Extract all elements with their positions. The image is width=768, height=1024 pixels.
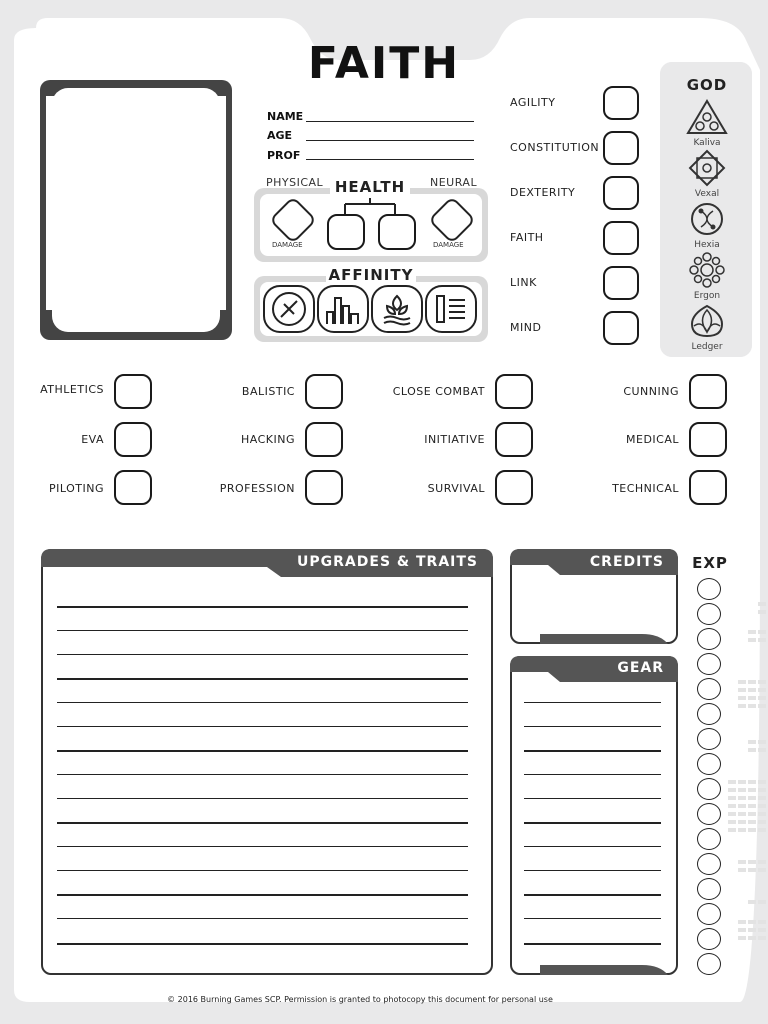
skill-label: SURVIVAL [427,482,485,495]
god-name: Ledger [691,342,723,352]
ledger-icon [684,302,730,340]
exp-circle[interactable] [697,628,721,650]
exp-circle[interactable] [697,853,721,875]
exp-circle[interactable] [697,678,721,700]
exp-circle[interactable] [697,803,721,825]
skill-label: MEDICAL [626,433,679,446]
svg-text:FAITH: FAITH [307,38,461,84]
exp-circle[interactable] [697,578,721,600]
exp-circle[interactable] [697,778,721,800]
upgrades-panel [41,549,493,975]
neural-damage-label: DAMAGE [433,241,464,249]
exp-circle[interactable] [697,828,721,850]
age-label: AGE [267,129,293,142]
god-title: GOD [686,76,728,94]
attribute-label: CONSTITUTION [510,141,600,154]
skill-box-cunning[interactable] [689,374,727,409]
god-kaliva[interactable] [677,98,737,148]
skill-box-medical[interactable] [689,422,727,457]
skill-label: BALISTIC [241,385,295,398]
credits-title: CREDITS [589,554,664,570]
skill-box-technical[interactable] [689,470,727,505]
god-name: Hexia [694,240,720,250]
attribute-box-dexterity[interactable] [603,176,639,210]
skill-label: PROFESSION [219,482,295,495]
god-name: Ergon [693,291,721,301]
affinity-title: AFFINITY [326,266,416,284]
exp-title: EXP [692,554,728,572]
attribute-box-constitution[interactable] [603,131,639,165]
skill-label: TECHNICAL [612,482,679,495]
skill-label: EVA [81,433,104,446]
exp-circle[interactable] [697,653,721,675]
name-field[interactable] [306,121,474,122]
attribute-label: MIND [510,321,542,334]
health-box-2[interactable] [378,214,416,250]
physical-label: PHYSICAL [266,176,324,189]
upgrades-title: UPGRADES & TRAITS [297,554,478,570]
credits-footer-bar [510,634,678,644]
attribute-label: FAITH [510,231,544,244]
god-vexal[interactable] [677,149,737,199]
skill-box-initiative[interactable] [495,422,533,457]
god-ledger[interactable] [677,302,737,352]
age-field[interactable] [306,140,474,141]
name-label: NAME [267,110,304,123]
exp-circle[interactable] [697,928,721,950]
prof-field[interactable] [306,159,474,160]
skill-box-hacking[interactable] [305,422,343,457]
god-name: Vexal [694,189,720,199]
god-name: Kaliva [693,138,721,148]
health-box-1[interactable] [327,214,365,250]
physical-damage-label: DAMAGE [272,241,303,249]
decorative-dot-pattern [728,600,768,980]
skill-box-close-combat[interactable] [495,374,533,409]
attribute-box-link[interactable] [603,266,639,300]
skill-label: CUNNING [623,385,679,398]
health-title: HEALTH [330,178,410,196]
ergon-icon [684,251,730,289]
attribute-label: LINK [510,276,537,289]
gear-footer-bar [510,965,678,975]
compass-icon[interactable] [264,286,314,332]
skill-box-balistic[interactable] [305,374,343,409]
nature-icon[interactable] [372,286,422,332]
exp-circle[interactable] [697,903,721,925]
skill-label: CLOSE COMBAT [392,385,485,398]
tech-icon[interactable] [426,286,476,332]
attribute-box-faith[interactable] [603,221,639,255]
skill-box-eva[interactable] [114,422,152,457]
city-icon[interactable] [318,286,368,332]
exp-circle[interactable] [697,753,721,775]
copyright-footer: © 2016 Burning Games SCP. Permission is granted to photocopy this document for personal use [167,995,553,1004]
gear-panel [510,656,678,975]
kaliva-icon [684,98,730,136]
attribute-label: AGILITY [510,96,556,109]
skill-box-profession[interactable] [305,470,343,505]
skill-label: INITIATIVE [424,433,485,446]
skill-box-survival[interactable] [495,470,533,505]
attribute-box-mind[interactable] [603,311,639,345]
attribute-box-agility[interactable] [603,86,639,120]
prof-label: PROF [267,149,301,162]
exp-circle[interactable] [697,603,721,625]
skill-box-athletics[interactable] [114,374,152,409]
faith-logo [278,38,490,84]
exp-circle[interactable] [697,728,721,750]
hexia-icon [684,200,730,238]
vexal-icon [684,149,730,187]
attribute-label: DEXTERITY [510,186,576,199]
exp-circle[interactable] [697,953,721,975]
affinity-icons [254,276,488,342]
god-hexia[interactable] [677,200,737,250]
skill-box-piloting[interactable] [114,470,152,505]
god-ergon[interactable] [677,251,737,301]
exp-circle[interactable] [697,878,721,900]
skill-label: HACKING [241,433,295,446]
portrait-frame[interactable] [40,80,232,340]
skill-label: ATHLETICS [40,383,104,396]
skill-label: PILOTING [49,482,104,495]
neural-label: NEURAL [430,176,478,189]
exp-circle[interactable] [697,703,721,725]
gear-title: GEAR [617,660,664,676]
